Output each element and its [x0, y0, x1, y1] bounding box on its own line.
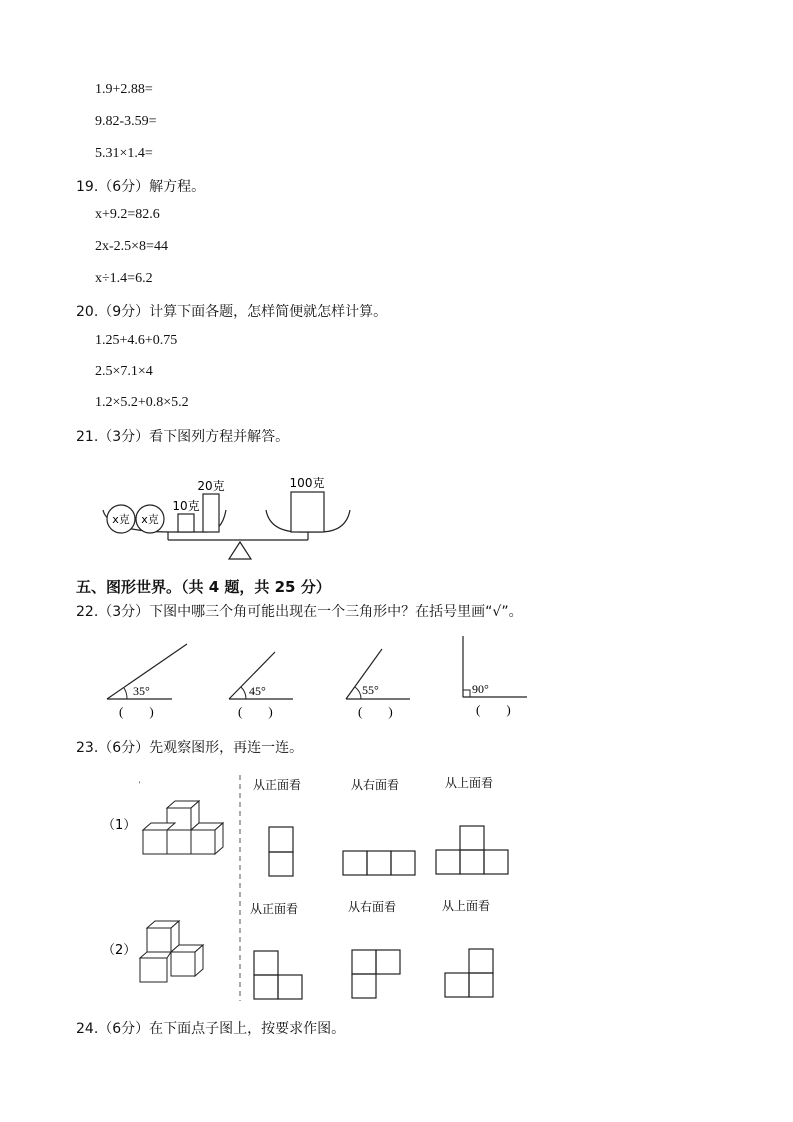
row1-tick-mark: ': [139, 780, 141, 789]
views-figure: [0, 765, 793, 1010]
row2-number: （2）: [102, 943, 137, 958]
angle-45-label: 45°: [249, 684, 266, 698]
row1-view-right: [343, 851, 415, 875]
weight-100g-label: 100克: [289, 476, 325, 490]
row1-view-top-label: 从上面看: [445, 776, 494, 790]
angles-figure: [0, 630, 793, 725]
q19-title: 19.（6分）解方程。: [76, 179, 206, 195]
weight-10g: [178, 514, 194, 532]
ball-x-1-label: x克: [112, 513, 130, 526]
row2-view-front: [254, 951, 302, 999]
q19-eq-1: x+9.2=82.6: [95, 207, 160, 222]
balance-scale-figure: [0, 470, 400, 565]
weight-20g-label: 20克: [197, 479, 225, 493]
row2-solid: [140, 921, 203, 982]
row1-view-right-label: 从右面看: [351, 778, 400, 792]
calc-line-3: 5.31×1.4=: [95, 146, 153, 161]
q19-eq-3: x÷1.4=6.2: [95, 271, 153, 286]
row2-view-right: [352, 950, 400, 998]
row1-number: （1）: [102, 818, 137, 833]
row1-view-front: [269, 827, 293, 876]
q19-eq-2: 2x-2.5×8=44: [95, 239, 168, 254]
calc-line-1: 1.9+2.88=: [95, 82, 153, 97]
row1-view-top: [436, 826, 508, 874]
q22-title: 22.（3分）下图中哪三个角可能出现在一个三角形中？在括号里画“√”。: [76, 604, 523, 620]
angle-90-bracket: ( ): [476, 702, 511, 717]
q23-title: 23.（6分）先观察图形，再连一连。: [76, 740, 304, 756]
row2-view-top: [445, 949, 493, 997]
angle-35-label: 35°: [133, 684, 150, 698]
row2-view-top-label: 从上面看: [442, 899, 491, 913]
row2-view-right-label: 从右面看: [348, 900, 397, 914]
q24-title: 24.（6分）在下面点子图上，按要求作图。: [76, 1021, 346, 1037]
angle-55: [346, 649, 410, 719]
weight-20g: [203, 494, 219, 532]
angle-45: [229, 652, 293, 719]
row1-view-front-label: 从正面看: [253, 778, 302, 792]
weight-100g: [291, 492, 324, 532]
angle-90: [463, 636, 527, 717]
calc-line-2: 9.82-3.59=: [95, 114, 157, 129]
q20-title: 20.（9分）计算下面各题，怎样简便就怎样计算。: [76, 304, 388, 320]
angle-55-label: 55°: [362, 683, 379, 697]
section-5-heading: 五、图形世界。（共 4 题，共 25 分）: [76, 578, 331, 596]
angle-35: [107, 644, 187, 719]
q21-title: 21.（3分）看下图列方程并解答。: [76, 429, 290, 445]
angle-90-label: 90°: [472, 682, 489, 696]
scale-fulcrum: [229, 542, 251, 559]
q20-expr-2: 2.5×7.1×4: [95, 364, 153, 379]
q20-expr-1: 1.25+4.6+0.75: [95, 333, 178, 348]
row2-view-front-label: 从正面看: [250, 902, 299, 916]
q20-expr-3: 1.2×5.2+0.8×5.2: [95, 395, 189, 410]
angle-45-bracket: ( ): [238, 704, 273, 719]
weight-10g-label: 10克: [172, 499, 200, 513]
row1-solid: [143, 801, 223, 854]
ball-x-2-label: x克: [141, 513, 159, 526]
angle-35-bracket: ( ): [119, 704, 154, 719]
angle-55-bracket: ( ): [358, 704, 393, 719]
